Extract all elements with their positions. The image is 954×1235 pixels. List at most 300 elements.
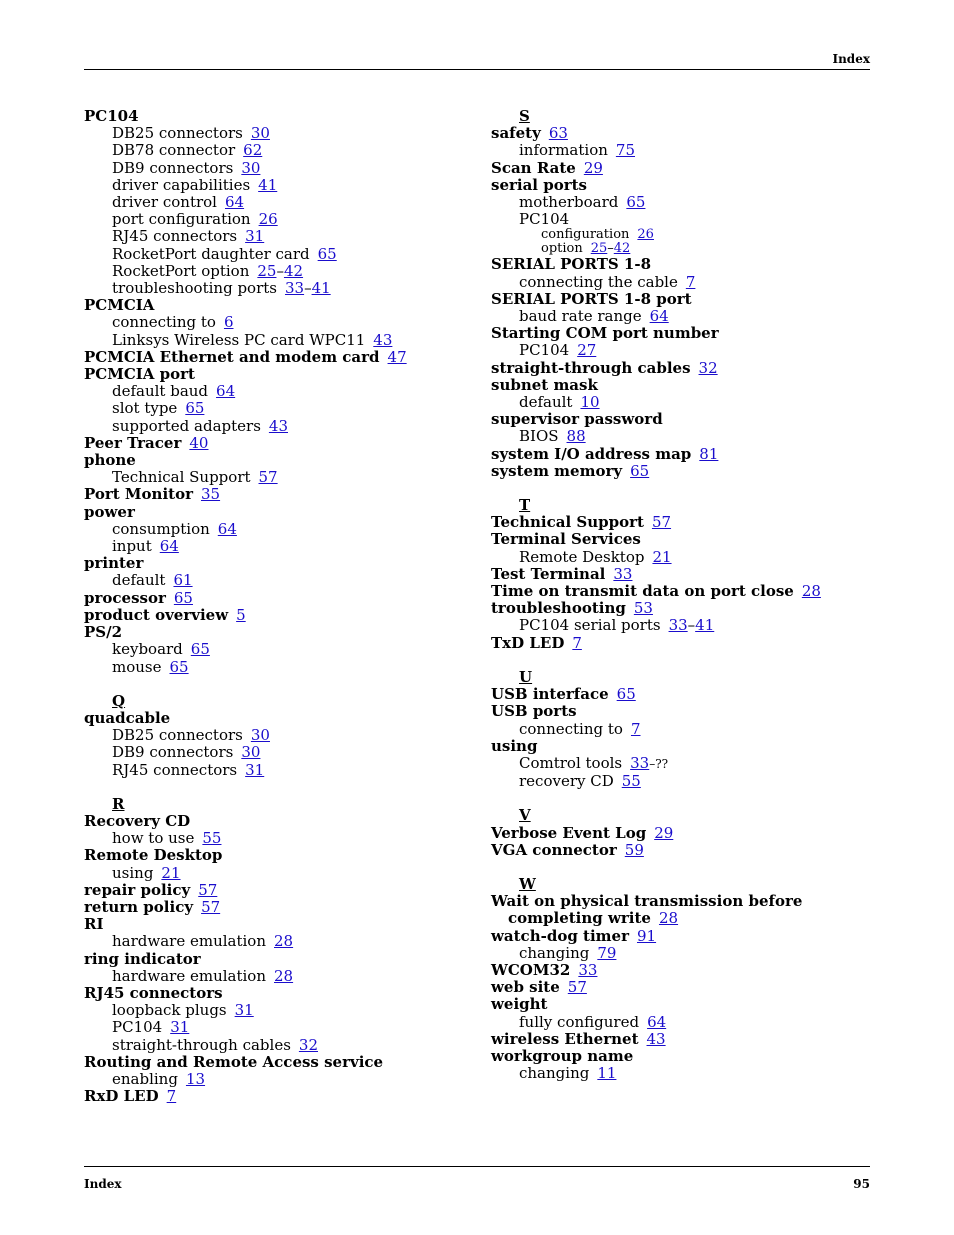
index-entry: [84, 246, 474, 263]
index-entry: [491, 773, 871, 790]
index-entry: [84, 590, 474, 607]
page-link-30[interactable]: 30: [250, 726, 270, 745]
entry-term: Port Monitor: [84, 485, 193, 504]
index-entry: [491, 463, 871, 480]
page-link-91[interactable]: 91: [636, 926, 657, 945]
entry-term: serial ports: [491, 175, 587, 194]
entry-term: driver capabilities: [112, 175, 251, 194]
page-link-65[interactable]: 65: [630, 461, 650, 480]
entry-term: DB25 connectors: [112, 726, 243, 745]
index-entry: [491, 842, 871, 859]
entry-term: hardware emulation: [112, 932, 266, 951]
index-entry: [84, 366, 474, 383]
entry-term: port configuration: [112, 210, 251, 229]
index-entry: [84, 297, 474, 314]
page-link-7[interactable]: 7: [685, 272, 696, 291]
entry-term: baud rate range: [519, 307, 642, 326]
page-link-28[interactable]: 28: [801, 582, 821, 601]
index-entry: [491, 194, 871, 211]
entry-term: consumption: [112, 519, 210, 538]
entry-term: Test Terminal: [491, 564, 606, 583]
entry-term: Technical Support: [491, 513, 644, 532]
index-column-left: [84, 108, 474, 1105]
page-link-26[interactable]: 26: [637, 227, 654, 243]
index-entry: [84, 641, 474, 658]
page-link-43[interactable]: 43: [373, 330, 393, 349]
entry-term: hardware emulation: [112, 966, 266, 985]
letter-label: U: [519, 667, 533, 686]
footer-section-label: Index: [84, 1177, 122, 1191]
page-link-30[interactable]: 30: [241, 743, 261, 762]
entry-term: USB ports: [491, 702, 577, 721]
letter-label: V: [519, 806, 531, 825]
entry-term: Scan Rate: [491, 158, 576, 177]
entry-term: recovery CD: [519, 772, 614, 791]
page-link-62[interactable]: 62: [243, 141, 263, 160]
page-link-30[interactable]: 30: [250, 124, 270, 143]
index-entry: [84, 727, 474, 744]
entry-term: mouse: [112, 657, 162, 676]
index-entry: [84, 452, 474, 469]
page-link-57[interactable]: 57: [201, 897, 221, 916]
index-letter-heading: [491, 669, 871, 686]
header-title: Index: [832, 52, 870, 66]
entry-term: Peer Tracer: [84, 433, 182, 452]
entry-term: information: [519, 141, 608, 160]
entry-term: RocketPort daughter card: [112, 244, 310, 263]
page-link-64[interactable]: 64: [216, 382, 236, 401]
page-link-29[interactable]: 29: [583, 158, 603, 177]
page-link-11[interactable]: 11: [597, 1064, 617, 1083]
entry-term: VGA connector: [491, 840, 617, 859]
page-link-63[interactable]: 63: [548, 124, 568, 143]
index-entry: [491, 600, 871, 617]
letter-label: T: [519, 496, 531, 515]
entry-term: connecting to: [519, 719, 623, 738]
page-link-79[interactable]: 79: [597, 943, 617, 962]
index-letter-heading: [491, 876, 871, 893]
entry-term: RJ45 connectors: [112, 760, 238, 779]
entry-term: power: [84, 502, 135, 521]
page-link-33[interactable]: 33: [284, 279, 305, 298]
index-entry: [84, 659, 474, 676]
index-entry: [491, 274, 871, 291]
index-letter-heading: [84, 693, 474, 710]
page-link-6[interactable]: 6: [223, 313, 234, 332]
index-entry: [84, 400, 474, 417]
index-entry: [84, 418, 474, 435]
entry-term: straight-through cables: [491, 358, 691, 377]
page-link-10[interactable]: 10: [580, 393, 600, 412]
entry-term: Routing and Remote Access service: [84, 1052, 384, 1071]
entry-term: web site: [491, 978, 560, 997]
index-entry: [84, 263, 474, 280]
entry-term: Time on transmit data on port close: [491, 582, 794, 601]
index-letter-heading: [84, 796, 474, 813]
index-entry: [491, 1048, 871, 1065]
index-entry: [491, 549, 871, 566]
entry-term: connecting to: [112, 313, 216, 332]
page-link-21[interactable]: 21: [161, 863, 181, 882]
entry-term: PC104: [519, 341, 570, 360]
entry-term: RJ45 connectors: [112, 227, 238, 246]
page-link-64[interactable]: 64: [217, 519, 237, 538]
page-link-7[interactable]: 7: [630, 719, 641, 738]
range-dash: –: [304, 279, 312, 298]
page-link-33[interactable]: 33: [613, 564, 633, 583]
index-entry: [491, 394, 871, 411]
entry-term: WCOM32: [491, 960, 571, 979]
entry-term: connecting the cable: [519, 272, 678, 291]
entry-term: using: [491, 736, 538, 755]
index-entry: [491, 360, 871, 377]
page-link-30[interactable]: 30: [241, 158, 261, 177]
entry-term: input: [112, 537, 152, 556]
index-entry: [84, 933, 474, 950]
entry-term: product overview: [84, 605, 229, 624]
entry-term: Wait on physical transmission before: [491, 892, 803, 911]
entry-term: RI: [84, 915, 104, 934]
index-entry: [491, 893, 871, 910]
page-link-31[interactable]: 31: [170, 1018, 190, 1037]
index-entry: [491, 945, 871, 962]
page-link-27[interactable]: 27: [577, 341, 597, 360]
entry-term: RocketPort option: [112, 261, 250, 280]
index-entry: [84, 504, 474, 521]
index-entry: [84, 607, 474, 624]
entry-term: enabling: [112, 1069, 178, 1088]
page-link-32[interactable]: 32: [698, 358, 718, 377]
entry-term: changing: [519, 943, 590, 962]
index-entry: [84, 194, 474, 211]
page-link-65[interactable]: 65: [185, 399, 205, 418]
index-entry: [84, 624, 474, 641]
index-entry: [491, 514, 871, 531]
page-link-28[interactable]: 28: [274, 932, 294, 951]
index-entry: [84, 985, 474, 1002]
index-entry: [491, 996, 871, 1013]
entry-term: RxD LED: [84, 1087, 159, 1106]
page-link-88[interactable]: 88: [566, 427, 586, 446]
index-entry: [84, 710, 474, 727]
index-entry: [84, 762, 474, 779]
index-entry: [84, 160, 474, 177]
entry-term: subnet mask: [491, 375, 598, 394]
page-link-41[interactable]: 41: [311, 279, 331, 298]
index-entry: [491, 686, 871, 703]
index-entry: [491, 377, 871, 394]
page-link-65[interactable]: 65: [317, 244, 337, 263]
entry-term: ring indicator: [84, 949, 201, 968]
entry-term: PC104: [84, 107, 139, 125]
index-entry: [491, 1014, 871, 1031]
index-entry: [84, 521, 474, 538]
index-entry: [491, 566, 871, 583]
entry-term: supervisor password: [491, 410, 663, 429]
index-entry: [84, 555, 474, 572]
index-column-right: [491, 108, 871, 1082]
index-entry: [491, 583, 871, 600]
index-entry: [491, 617, 871, 634]
entry-term: quadcable: [84, 708, 171, 727]
index-entry: [491, 979, 871, 996]
index-entry: [491, 446, 871, 463]
entry-term: loopback plugs: [112, 1001, 227, 1020]
index-entry: [491, 256, 871, 273]
index-entry: [84, 108, 474, 125]
index-letter-heading: [491, 497, 871, 514]
page-link-40[interactable]: 40: [189, 433, 209, 452]
entry-term: Remote Desktop: [84, 846, 223, 865]
range-dash: –: [276, 261, 284, 280]
entry-term: troubleshooting: [491, 599, 626, 618]
index-entry: [491, 703, 871, 720]
entry-term: Recovery CD: [84, 811, 191, 830]
page-link-64[interactable]: 64: [649, 307, 669, 326]
letter-label: Q: [112, 691, 126, 710]
page-link-64[interactable]: 64: [224, 193, 245, 212]
entry-term: Remote Desktop: [519, 547, 645, 566]
entry-term: PCMCIA port: [84, 365, 195, 384]
page-link-31[interactable]: 31: [234, 1001, 254, 1020]
page-link-53[interactable]: 53: [633, 599, 653, 618]
index-entry: [84, 538, 474, 555]
entry-term: driver control: [112, 193, 217, 212]
entry-term: option: [541, 241, 583, 257]
index-entry: [84, 314, 474, 331]
entry-term: Comtrol tools: [519, 753, 623, 772]
index-entry: [491, 825, 871, 842]
entry-term: Linksys Wireless PC card WPC11: [112, 330, 366, 349]
index-entry: [491, 738, 871, 755]
index-entry: [491, 928, 871, 945]
index-letter-heading: [491, 807, 871, 824]
page-link-25[interactable]: 25: [257, 261, 277, 280]
page-link-42[interactable]: 42: [613, 241, 631, 257]
page-link-43[interactable]: 43: [646, 1029, 666, 1048]
entry-term: PC104 serial ports: [519, 616, 661, 635]
index-entry: [84, 951, 474, 968]
letter-label: W: [519, 874, 536, 893]
entry-term: DB25 connectors: [112, 124, 243, 143]
page-link-59[interactable]: 59: [624, 840, 644, 859]
entry-term: Technical Support: [112, 468, 251, 487]
entry-term: repair policy: [84, 880, 191, 899]
entry-term: safety: [491, 124, 541, 143]
page-link-55[interactable]: 55: [202, 829, 222, 848]
page-link-35[interactable]: 35: [200, 485, 221, 504]
page-link-5[interactable]: 5: [236, 605, 246, 624]
entry-term: PC104: [112, 1018, 163, 1037]
page-link-65[interactable]: 65: [173, 588, 193, 607]
page-link-13[interactable]: 13: [185, 1069, 206, 1088]
index-entry: [491, 177, 871, 194]
footer-rule: [84, 1166, 870, 1167]
page-link-33[interactable]: 33: [668, 616, 688, 635]
page-link-33[interactable]: 33: [630, 753, 650, 772]
index-letter-heading: [491, 108, 871, 125]
index-entry: [84, 469, 474, 486]
index-entry: [84, 968, 474, 985]
letter-label: R: [112, 794, 125, 813]
entry-term: workgroup name: [491, 1046, 634, 1065]
entry-term: straight-through cables: [112, 1035, 291, 1054]
index-entry: [84, 1002, 474, 1019]
page-link-75[interactable]: 75: [615, 141, 635, 160]
index-entry: [84, 1037, 474, 1054]
entry-term: how to use: [112, 829, 195, 848]
entry-term: TxD LED: [491, 633, 565, 652]
entry-term: SERIAL PORTS 1-8: [491, 255, 652, 274]
index-entry: [491, 411, 871, 428]
entry-term: default: [112, 571, 166, 590]
page-link-41[interactable]: 41: [258, 175, 278, 194]
index-entry: [84, 572, 474, 589]
entry-term: changing: [519, 1064, 590, 1083]
entry-term: using: [112, 863, 154, 882]
index-entry: [491, 531, 871, 548]
index-entry: [84, 177, 474, 194]
entry-term: processor: [84, 588, 166, 607]
entry-term: weight: [491, 995, 548, 1014]
page-link-42[interactable]: 42: [283, 261, 304, 280]
entry-term: DB78 connector: [112, 141, 236, 160]
index-entry: [84, 1019, 474, 1036]
page-link-28[interactable]: 28: [274, 966, 294, 985]
page-link-33[interactable]: 33: [578, 960, 598, 979]
index-entry: [491, 228, 871, 242]
entry-term: keyboard: [112, 640, 183, 659]
entry-term: USB interface: [491, 685, 609, 704]
index-entry: [491, 755, 871, 773]
page-link-57[interactable]: 57: [258, 468, 278, 487]
page-link-64[interactable]: 64: [159, 537, 179, 556]
index-entry: [491, 142, 871, 159]
index-entry: [491, 160, 871, 177]
range-dash: –: [607, 241, 614, 257]
index-entry: [491, 325, 871, 342]
page-link-57[interactable]: 57: [198, 880, 218, 899]
index-entry: [84, 142, 474, 159]
page-link-55[interactable]: 55: [621, 772, 641, 791]
index-entry: [84, 486, 474, 503]
page-link-65[interactable]: 65: [626, 193, 646, 212]
entry-term: slot type: [112, 399, 178, 418]
index-entry: [84, 916, 474, 933]
entry-term: default baud: [112, 382, 209, 401]
entry-term: Terminal Services: [491, 530, 641, 549]
page-link-65[interactable]: 65: [190, 640, 210, 659]
index-entry: [84, 1088, 474, 1105]
page-link-25[interactable]: 25: [590, 241, 608, 257]
index-entry: [491, 211, 871, 228]
letter-label: S: [519, 107, 530, 125]
page-link-7[interactable]: 7: [572, 633, 582, 652]
index-entry: [491, 342, 871, 359]
index-entry: [84, 211, 474, 228]
page-link-31[interactable]: 31: [245, 227, 265, 246]
entry-term: troubleshooting ports: [112, 279, 277, 298]
page-link-57[interactable]: 57: [567, 978, 587, 997]
index-entry: [84, 383, 474, 400]
page-link-28[interactable]: 28: [658, 909, 679, 928]
index-entry: [84, 435, 474, 452]
entry-term: DB9 connectors: [112, 743, 234, 762]
entry-term: RJ45 connectors: [84, 983, 223, 1002]
page-link-7[interactable]: 7: [166, 1087, 177, 1106]
page-link-43[interactable]: 43: [268, 416, 288, 435]
page-link-57[interactable]: 57: [651, 513, 672, 532]
page-link-26[interactable]: 26: [258, 210, 278, 229]
page-link-65[interactable]: 65: [616, 685, 636, 704]
index-entry: [84, 899, 474, 916]
entry-term: DB9 connectors: [112, 158, 234, 177]
index-entry: [491, 635, 871, 652]
entry-term: wireless Ethernet: [491, 1029, 639, 1048]
index-entry: [84, 847, 474, 864]
entry-term: return policy: [84, 897, 194, 916]
entry-term: configuration: [541, 227, 630, 243]
entry-term: system I/O address map: [491, 444, 692, 463]
entry-term: PS/2: [84, 623, 123, 642]
entry-term: default: [519, 393, 573, 412]
page-link-32[interactable]: 32: [298, 1035, 318, 1054]
index-entry: [84, 349, 474, 366]
entry-term: PCMCIA Ethernet and modem card: [84, 347, 380, 366]
entry-term: phone: [84, 451, 136, 470]
index-entry: [84, 744, 474, 761]
page-link-29[interactable]: 29: [654, 823, 674, 842]
page-link-65[interactable]: 65: [169, 657, 189, 676]
index-entry: [84, 830, 474, 847]
index-entry: [491, 962, 871, 979]
entry-term: supported adapters: [112, 416, 261, 435]
entry-term: Starting COM port number: [491, 324, 719, 343]
page-link-47[interactable]: 47: [387, 347, 407, 366]
entry-term: printer: [84, 554, 144, 573]
index-entry: [84, 865, 474, 882]
page-link-41[interactable]: 41: [695, 616, 715, 635]
entry-term: watch-dog timer: [491, 926, 629, 945]
index-entry: [84, 1071, 474, 1088]
entry-term: motherboard: [519, 193, 619, 212]
header-rule: [84, 69, 870, 70]
index-entry: [84, 882, 474, 899]
index-entry: [491, 242, 871, 256]
range-dash: –: [687, 616, 696, 635]
entry-term: Verbose Event Log: [491, 823, 647, 842]
index-entry: [491, 308, 871, 325]
index-entry: [84, 332, 474, 349]
index-entry: [491, 1065, 871, 1082]
index-entry: [491, 125, 871, 142]
page-link-61[interactable]: 61: [173, 571, 193, 590]
index-entry: [84, 125, 474, 142]
entry-term: system memory: [491, 461, 623, 480]
entry-term: SERIAL PORTS 1-8 port: [491, 289, 692, 308]
index-entry: [84, 813, 474, 830]
index-entry: [491, 721, 871, 738]
page-link-21[interactable]: 21: [652, 547, 672, 566]
index-entry: [84, 1054, 474, 1071]
entry-term: PCMCIA: [84, 296, 155, 315]
index-entry: [84, 228, 474, 245]
page-link-81[interactable]: 81: [699, 444, 719, 463]
page-number: 95: [853, 1177, 870, 1191]
page-link-31[interactable]: 31: [245, 760, 265, 779]
page-link-64[interactable]: 64: [647, 1012, 667, 1031]
index-entry: [491, 428, 871, 445]
